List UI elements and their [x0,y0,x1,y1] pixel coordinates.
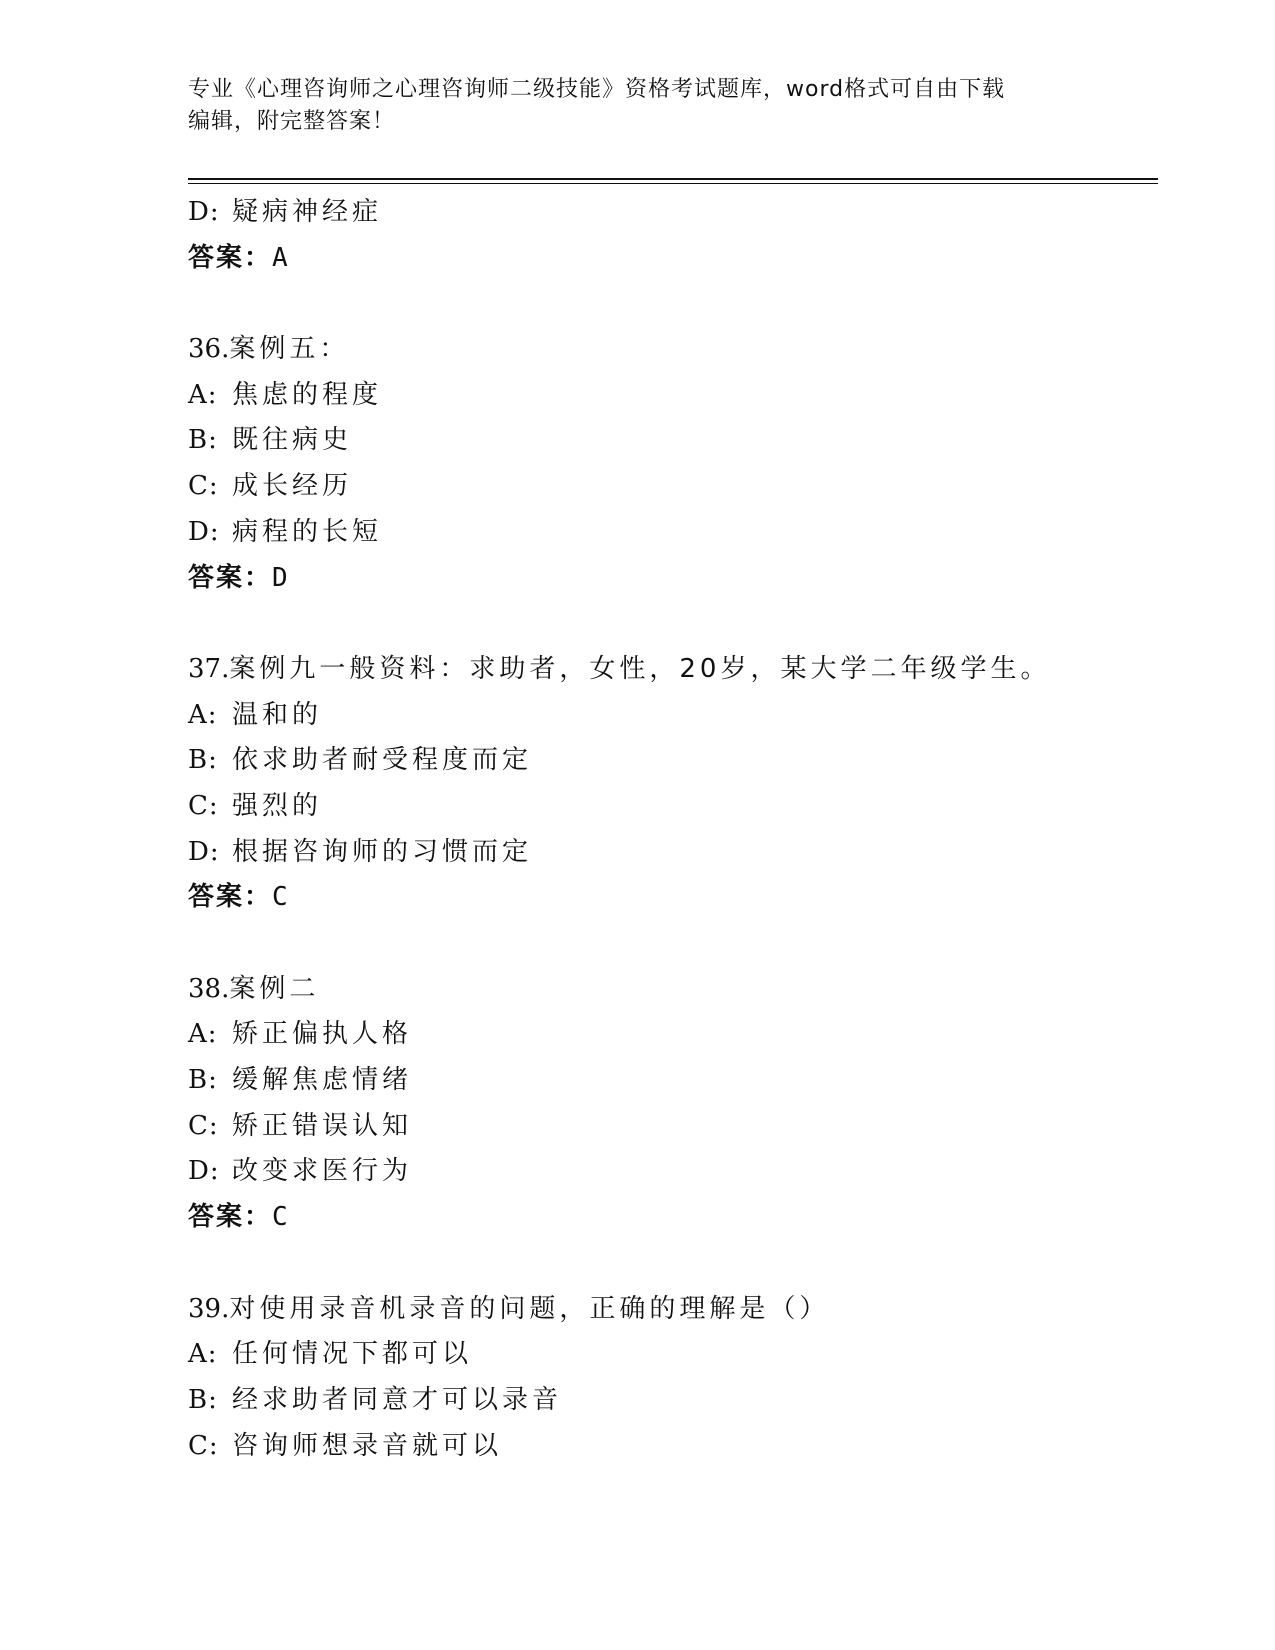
header-line-1: 专业《心理咨询师之心理咨询师二级技能》资格考试题库，word格式可自由下载 [188,77,1006,102]
option-letter: B: [188,745,218,776]
question-stem [188,327,1158,373]
option-letter: D: [188,516,220,547]
option-line [188,738,1158,784]
question-number: 37. [188,653,230,684]
option-line [188,510,1158,556]
question-number: 38. [188,973,230,1004]
document-header [188,74,1088,138]
question-stem [188,647,1158,693]
option-letter: B: [188,1065,218,1096]
option-letter: A: [188,699,218,730]
option-text: 经求助者同意才可以录音 [232,1384,563,1415]
option-line [188,1332,1158,1378]
option-line [188,1424,1158,1470]
option-letter: D: [188,197,220,227]
option-text: 改变求医行为 [232,1156,413,1187]
option-line [188,373,1158,419]
question-number: 39. [188,1293,230,1324]
option-line [188,1104,1158,1150]
option-text: 咨询师想录音就可以 [232,1430,503,1461]
option-letter: B: [188,425,218,456]
spacer [188,1241,1158,1287]
option-text: 任何情况下都可以 [232,1339,473,1370]
question-number: 36. [188,334,230,365]
answer-value: C [272,882,290,913]
option-text: 强烈的 [232,790,323,821]
option-text: 依求助者耐受程度而定 [232,745,533,776]
option-text: 疑病神经症 [232,197,383,227]
option-text: 病程的长短 [232,516,383,547]
question-stem [188,1287,1158,1333]
header-line-2: 编辑，附完整答案！ [188,109,396,134]
option-letter: A: [188,1339,218,1370]
option-letter: C: [188,471,219,502]
option-text: 焦虑的程度 [232,379,383,410]
option-text: 成长经历 [232,471,353,502]
answer-label: 答案： [188,242,273,273]
answer-line [188,236,1158,282]
question-text: 案例五： [229,334,350,365]
answer-label: 答案： [188,1202,273,1233]
option-letter: C: [188,1110,219,1141]
option-text: 矫正错误认知 [232,1110,413,1141]
option-line [188,693,1158,739]
answer-value: A [272,242,290,273]
option-line [188,830,1158,876]
option-letter: C: [188,1430,219,1461]
option-line [188,1378,1158,1424]
answer-label: 答案： [188,882,273,913]
option-text: 温和的 [232,699,323,730]
option-line [188,1058,1158,1104]
option-line [188,418,1158,464]
header-divider-thick [188,178,1158,180]
option-line [188,1149,1158,1195]
question-stem [188,967,1158,1013]
option-letter: B: [188,1384,218,1415]
option-text: 矫正偏执人格 [232,1019,413,1050]
answer-value: D [272,562,290,593]
option-line [188,784,1158,830]
answer-line [188,1195,1158,1241]
option-line [188,190,1158,236]
question-content [188,190,1158,1469]
option-letter: A: [188,379,218,410]
option-letter: A: [188,1019,218,1050]
option-letter: C: [188,790,219,821]
question-text: 案例九一般资料：求助者，女性，20岁，某大学二年级学生。 [229,653,1051,684]
answer-line [188,556,1158,602]
question-text: 对使用录音机录音的问题，正确的理解是（） [229,1293,830,1324]
spacer [188,921,1158,967]
option-text: 缓解焦虑情绪 [232,1065,413,1096]
option-line [188,1012,1158,1058]
option-text: 既往病史 [232,425,353,456]
answer-value: C [272,1202,290,1233]
option-letter: D: [188,836,220,867]
option-letter: D: [188,1156,220,1187]
header-divider-thin [188,183,1158,184]
answer-label: 答案： [188,562,273,593]
question-text: 案例二 [229,973,320,1004]
option-text: 根据咨询师的习惯而定 [232,836,533,867]
option-line [188,464,1158,510]
spacer [188,281,1158,327]
answer-line [188,875,1158,921]
spacer [188,601,1158,647]
